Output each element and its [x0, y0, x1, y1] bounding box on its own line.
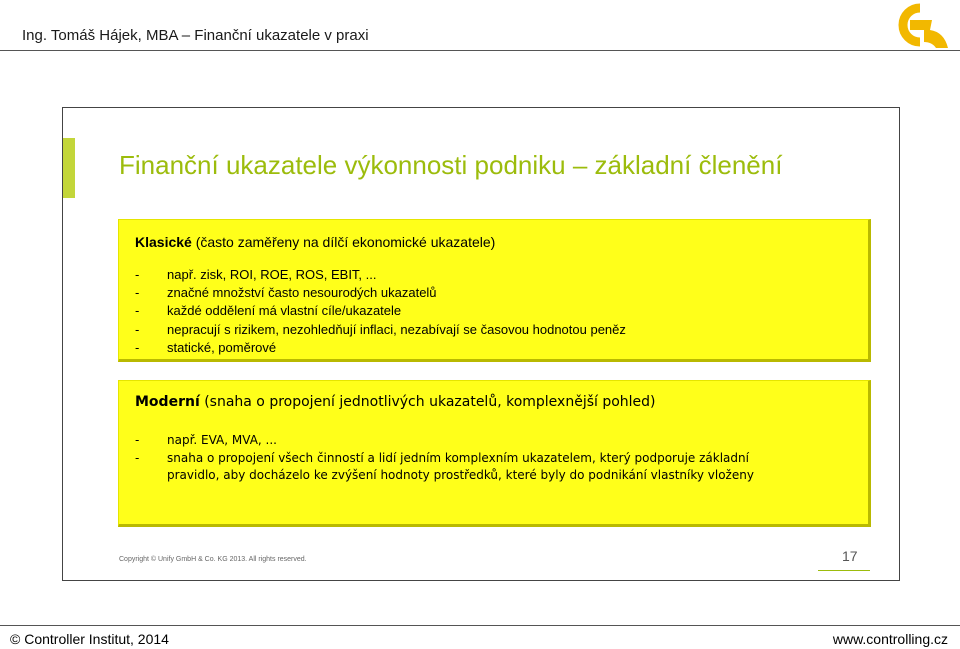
dash-marker: - [135, 321, 140, 337]
dash-marker: - [135, 433, 140, 447]
dash-marker: - [135, 267, 140, 282]
slide-title: Finanční ukazatele výkonnosti podniku – základní členění [119, 150, 783, 180]
dash-marker: - [135, 450, 140, 465]
classic-heading-rest: (často zaměřeny na dílčí ekonomické ukazatele) [191, 234, 496, 250]
list-item-text: např. EVA, MVA, ... [167, 433, 277, 447]
footer-copyright: © Controller Institut, 2014 [10, 631, 169, 647]
modern-heading-bold: Moderní [135, 394, 200, 410]
classic-indicators-box [118, 219, 871, 362]
list-item [135, 284, 626, 302]
header-divider [0, 50, 960, 51]
list-item-text: nepracují s rizikem, nezohledňují inflaci, nezabívají se časovou hodnotou peněz [167, 321, 626, 337]
list-item-text: pravidlo, aby docházelo ke zvýšení hodnoty prostředků, které byly do podnikání vlastníky vloženy [167, 468, 754, 482]
title-accent-bar [63, 138, 75, 198]
dash-marker: - [135, 339, 140, 355]
page-number: 17 [842, 548, 858, 564]
list-item [135, 266, 626, 284]
modern-list [135, 432, 754, 485]
list-item [135, 432, 754, 450]
presentation-header-title: Ing. Tomáš Hájek, MBA – Finanční ukazatele v praxi [22, 27, 369, 44]
list-item-continuation [135, 467, 754, 485]
dash-marker: - [135, 285, 140, 301]
list-item-text: snaha o propojení všech činností a lidí jedním komplexním ukazatelem, který podporuje základní [167, 450, 749, 465]
list-item [135, 321, 626, 339]
list-item-text: statické, poměrové [167, 339, 277, 355]
modern-indicators-box [118, 380, 871, 527]
slide-copyright: Copyright © Unify GmbH & Co. KG 2013. All rights reserved. [119, 556, 307, 563]
modern-heading [135, 394, 656, 410]
classic-list [135, 266, 626, 357]
page-number-underline [818, 570, 870, 571]
classic-heading [135, 234, 495, 250]
list-item-text: každé oddělení má vlastní cíle/ukazatele [167, 303, 402, 319]
footer-divider [0, 625, 960, 626]
list-item-text: značné množství často nesourodých ukazatelů [167, 285, 437, 301]
controller-institut-logo-icon [880, 2, 952, 48]
list-item [135, 450, 754, 468]
list-item-text: např. zisk, ROI, ROE, ROS, EBIT, ... [167, 267, 377, 282]
dash-marker: - [135, 303, 140, 319]
list-item [135, 339, 626, 357]
footer-website: www.controlling.cz [832, 631, 948, 647]
classic-heading-bold: Klasické [135, 234, 192, 250]
modern-heading-rest: (snaha o propojení jednotlivých ukazatelů, komplexnější pohled) [199, 394, 656, 410]
list-item [135, 302, 626, 320]
